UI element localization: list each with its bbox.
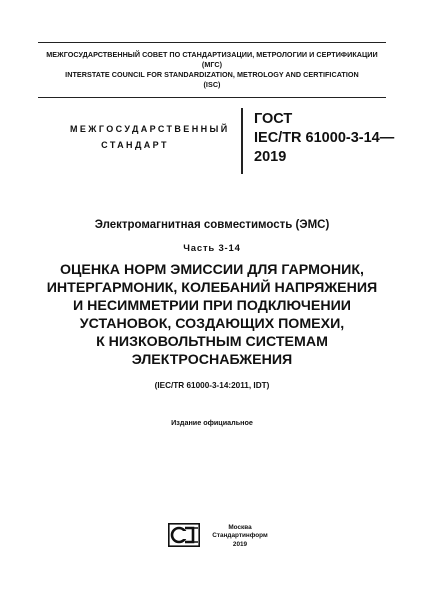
document-topic: Электромагнитная совместимость (ЭМС) (94, 219, 330, 231)
standartinform-logo-icon (168, 523, 200, 547)
designation-prefix: ГОСТ (254, 111, 293, 127)
standard-designation (254, 110, 404, 167)
title-line: И НЕСИММЕТРИИ ПРИ ПОДКЛЮЧЕНИИ (73, 298, 351, 314)
standard-type-label (70, 121, 230, 153)
standard-type-line2: СТАНДАРТ (101, 140, 169, 150)
edition-note: Издание официальное (171, 418, 253, 427)
publisher-city: Москва (228, 524, 252, 531)
title-line: ОЦЕНКА НОРМ ЭМИССИИ ДЛЯ ГАРМОНИК, (60, 262, 364, 278)
council-name-ru: МЕЖГОСУДАРСТВЕННЫЙ СОВЕТ ПО СТАНДАРТИЗАЦИИ, МЕТРОЛОГИИ И СЕРТИФИКАЦИИ (46, 50, 378, 59)
vertical-divider (241, 108, 243, 174)
document-title (20, 261, 404, 369)
title-line: УСТАНОВОК, СОЗДАЮЩИХ ПОМЕХИ, (79, 316, 345, 332)
title-line: ИНТЕРГАРМОНИК, КОЛЕБАНИЙ НАПРЯЖЕНИЯ (46, 280, 378, 296)
standard-type-line1: МЕЖГОСУДАРСТВЕННЫЙ (70, 124, 230, 134)
publisher-name: Стандартинформ (212, 532, 268, 540)
council-name-en: INTERSTATE COUNCIL FOR STANDARDIZATION, METROLOGY AND CERTIFICATION (65, 70, 359, 79)
council-abbr-en: (ISC) (203, 80, 221, 89)
designation-number: IEC/TR 61000-3-14— (254, 130, 395, 146)
publisher-year: 2019 (232, 540, 248, 548)
document-part: Часть 3-14 (183, 243, 241, 254)
iec-reference: (IEC/TR 61000-3-14:2011, IDT) (154, 381, 270, 390)
publisher-info (205, 524, 275, 549)
council-header (38, 42, 386, 98)
title-line: ЭЛЕКТРОСНАБЖЕНИЯ (131, 352, 293, 368)
designation-year: 2019 (254, 149, 287, 165)
title-line: К НИЗКОВОЛЬТНЫМ СИСТЕМАМ (96, 334, 328, 350)
council-abbr-ru: (МГС) (201, 60, 223, 69)
